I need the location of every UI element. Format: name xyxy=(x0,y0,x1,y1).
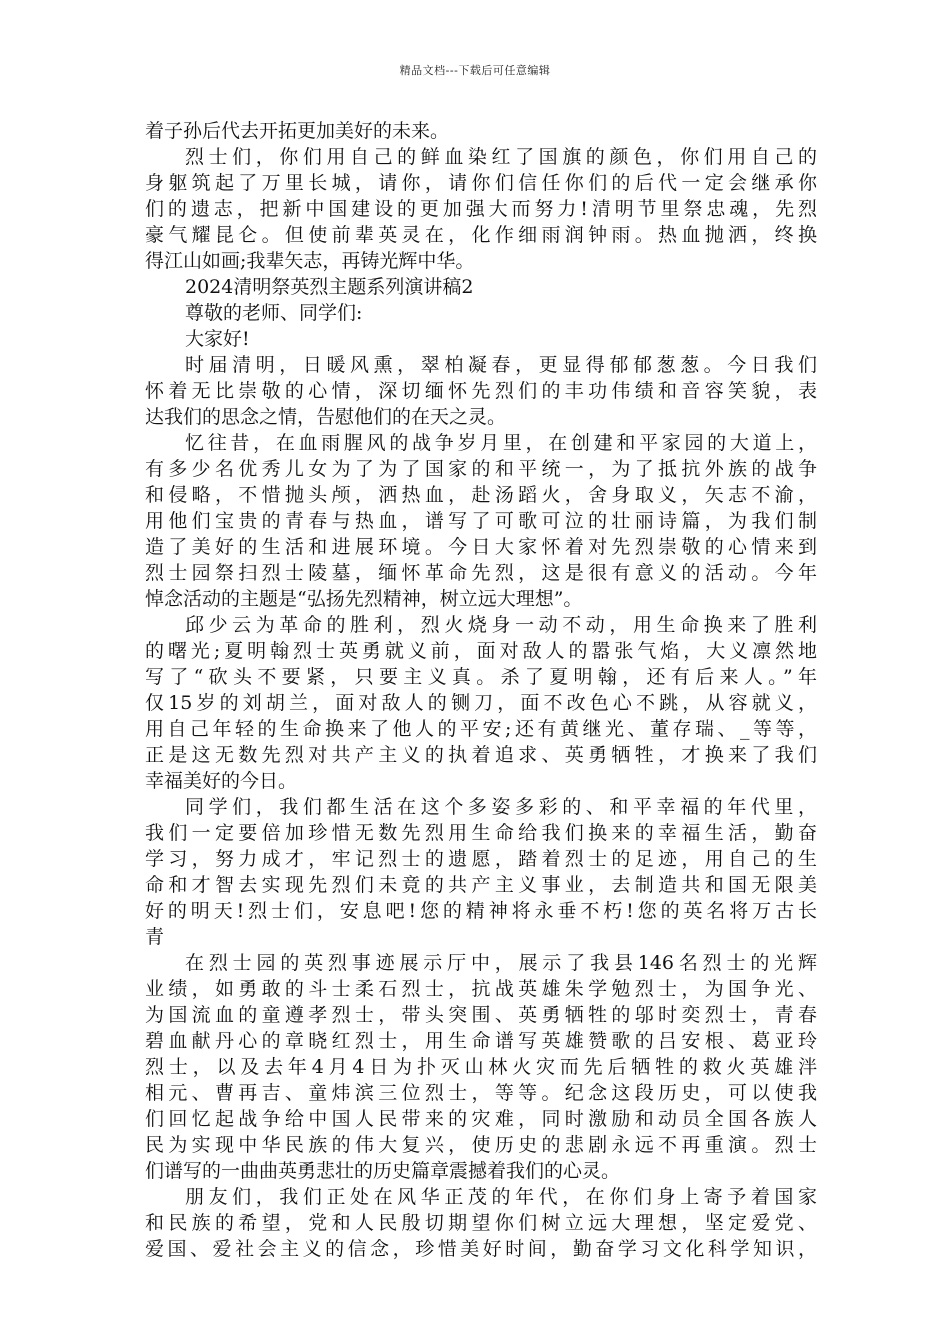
text-line: 有多少名优秀儿女为了为了国家的和平统一，为了抵抗外族的战争 xyxy=(145,458,817,480)
text-line: 写了“砍头不要紧，只要主义真。杀了夏明翰，还有后来人。”年 xyxy=(145,666,817,688)
text-line: 烈士园祭扫烈士陵墓，缅怀革命先烈，这是很有意义的活动。今年 xyxy=(145,562,817,584)
text-line: 在烈士园的英烈事迹展示厅中，展示了我县146名烈士的光辉 xyxy=(185,952,817,974)
text-line: 造了美好的生活和进展环境。今日大家怀着对先烈崇敬的心情来到 xyxy=(145,536,817,558)
text-line: 尊敬的老师、同学们: xyxy=(185,302,363,324)
text-line: 碧血献丹心的章晓红烈士，用生命谱写英雄赞歌的吕安根、葛亚玲 xyxy=(145,1030,817,1052)
text-line: 仅15岁的刘胡兰，面对敌人的铡刀，面不改色心不跳，从容就义， xyxy=(145,692,817,714)
text-line: 用自己年轻的生命换来了他人的平安;还有黄继光、董存瑞、_等等， xyxy=(145,718,817,740)
text-line: 命和才智去实现先烈们未竟的共产主义事业，去制造共和国无限美 xyxy=(145,874,817,896)
text-line: 豪气耀昆仑。但使前辈英灵在，化作细雨润钟雨。热血抛洒，终换 xyxy=(145,224,817,246)
text-line: 着子孙后代去开拓更加美好的未来。 xyxy=(145,120,450,142)
text-line: 得江山如画;我辈矢志，再铸光辉中华。 xyxy=(145,250,475,272)
text-line: 身躯筑起了万里长城，请你，请你们信任你们的后代一定会继承你 xyxy=(145,172,817,194)
text-line: 怀着无比崇敬的心情，深切缅怀先烈们的丰功伟绩和音容笑貌，表 xyxy=(145,380,817,402)
text-line: 和侵略，不惜抛头颅，洒热血，赴汤蹈火，舍身取义，矢志不渝， xyxy=(145,484,817,506)
text-line: 学习，努力成才，牢记烈士的遗愿，踏着烈士的足迹，用自己的生 xyxy=(145,848,817,870)
text-line: 们的遗志，把新中国建设的更加强大而努力!清明节里祭忠魂，先烈 xyxy=(145,198,817,220)
text-line: 忆往昔，在血雨腥风的战争岁月里，在创建和平家园的大道上， xyxy=(185,432,817,454)
text-line: 爱国、爱社会主义的信念，珍惜美好时间，勤奋学习文化科学知识， xyxy=(145,1238,817,1260)
text-line: 民为实现中华民族的伟大复兴，使历史的悲剧永远不再重演。烈士 xyxy=(145,1134,817,1156)
text-line: 和民族的希望，党和人民殷切期望你们树立远大理想，坚定爱党、 xyxy=(145,1212,817,1234)
text-line: 邱少云为革命的胜利，烈火烧身一动不动，用生命换来了胜利 xyxy=(185,614,817,636)
text-line: 达我们的思念之情，告慰他们的在天之灵。 xyxy=(145,406,507,428)
text-line: 烈士，以及去年4月4日为扑灭山林火灾而先后牺牲的救火英雄泮 xyxy=(145,1056,817,1078)
text-line: 业绩，如勇敢的斗士柔石烈士，抗战英雄朱学勉烈士，为国争光、 xyxy=(145,978,817,1000)
text-line: 同学们，我们都生活在这个多姿多彩的、和平幸福的年代里， xyxy=(185,796,817,818)
text-line: 为国流血的童遵孝烈士，带头突围、英勇牺牲的邬时奕烈士，青春 xyxy=(145,1004,817,1026)
document-body xyxy=(145,118,817,1262)
text-line: 相元、曹再吉、童炜滨三位烈士，等等。纪念这段历史，可以使我 xyxy=(145,1082,817,1104)
text-line: 的曙光;夏明翰烈士英勇就义前，面对敌人的嚣张气焰，大义凛然地 xyxy=(145,640,817,662)
text-line: 幸福美好的今日。 xyxy=(145,770,298,792)
text-line: 正是这无数先烈对共产主义的执着追求、英勇牺牲，才换来了我们 xyxy=(145,744,817,766)
text-line: 2024清明祭英烈主题系列演讲稿2 xyxy=(185,276,474,298)
text-line: 大家好! xyxy=(185,328,250,350)
text-line: 时届清明，日暖风熏，翠柏凝春，更显得郁郁葱葱。今日我们 xyxy=(185,354,817,376)
text-line: 朋友们，我们正处在风华正茂的年代，在你们身上寄予着国家 xyxy=(185,1186,817,1208)
text-line: 烈士们，你们用自己的鲜血染红了国旗的颜色，你们用自己的 xyxy=(185,146,817,168)
text-line: 青 xyxy=(145,926,165,948)
text-line: 们回忆起战争给中国人民带来的灾难，同时激励和动员全国各族人 xyxy=(145,1108,817,1130)
text-line: 们谱写的一曲曲英勇悲壮的历史篇章震撼着我们的心灵。 xyxy=(145,1160,621,1182)
text-line: 悼念活动的主题是“弘扬先烈精神，树立远大理想”。 xyxy=(145,588,583,610)
text-line: 我们一定要倍加珍惜无数先烈用生命给我们换来的幸福生活，勤奋 xyxy=(145,822,817,844)
page-header-note: 精品文档---下载后可任意编辑 xyxy=(399,64,551,77)
text-line: 用他们宝贵的青春与热血，谱写了可歌可泣的壮丽诗篇，为我们制 xyxy=(145,510,817,532)
text-line: 好的明天!烈士们，安息吧!您的精神将永垂不朽!您的英名将万古长 xyxy=(145,900,817,922)
